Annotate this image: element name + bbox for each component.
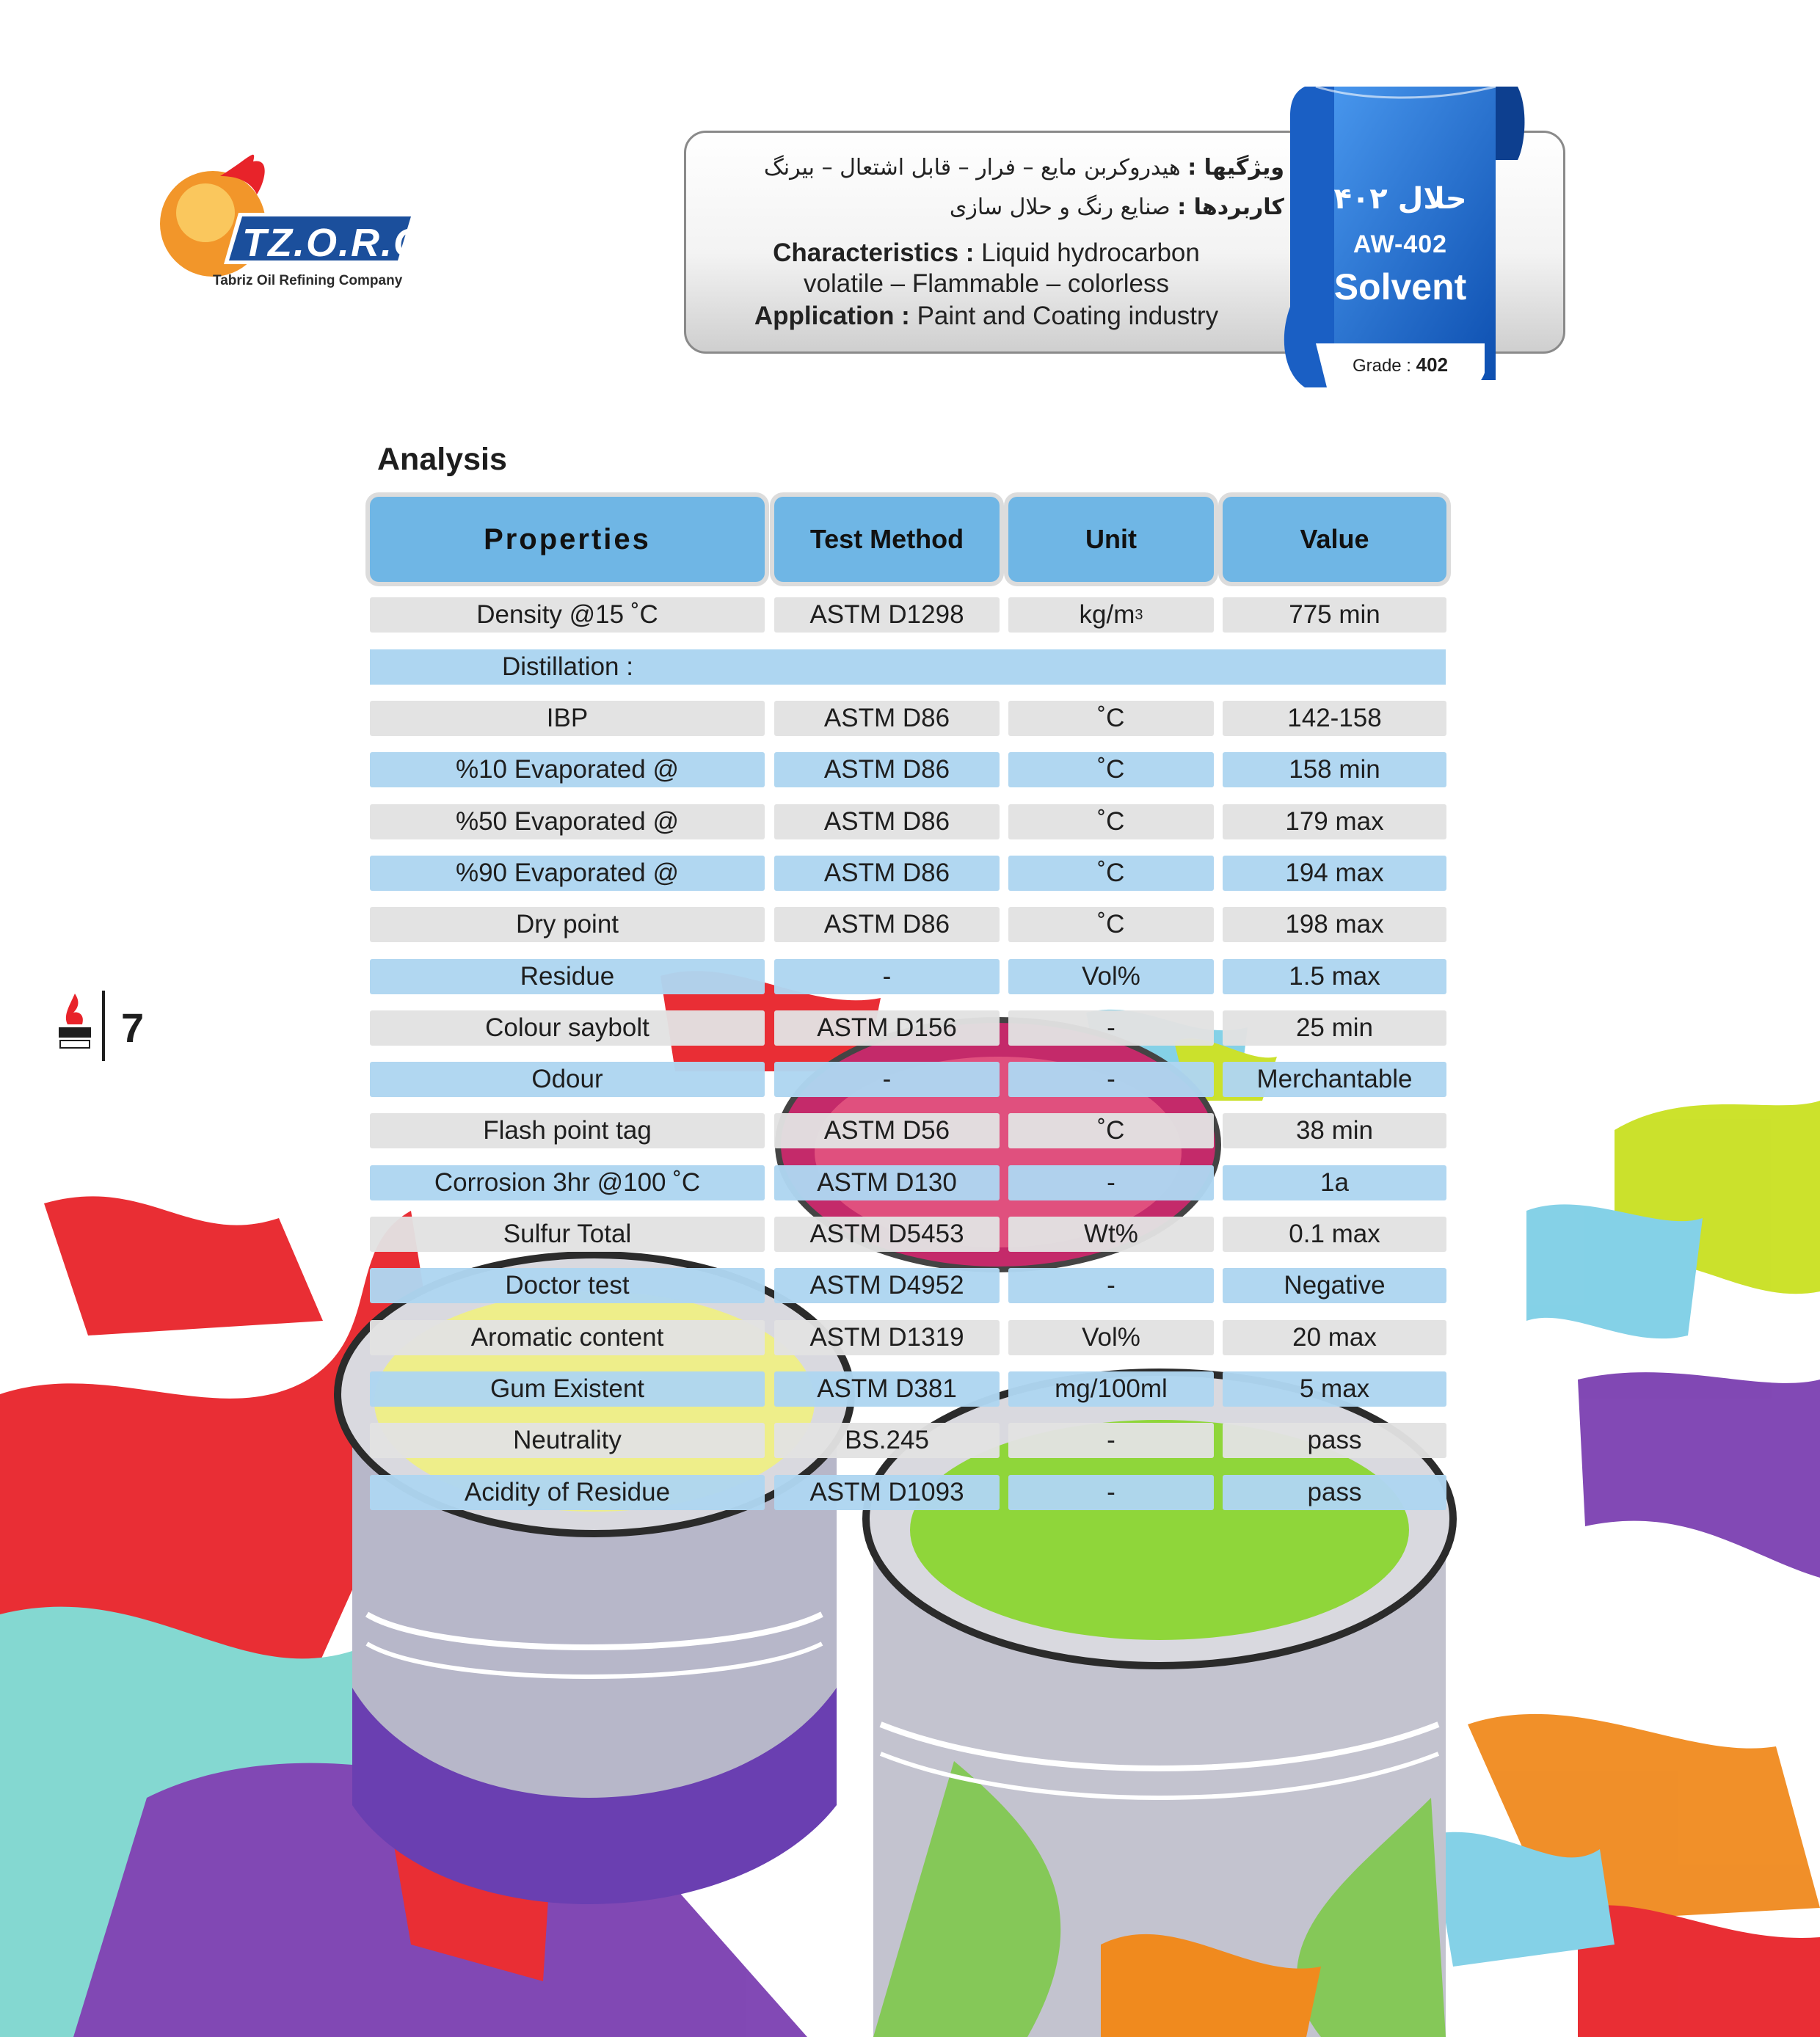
density-unit xyxy=(1008,597,1214,633)
header-value: Value xyxy=(1223,497,1446,582)
table-cell-method: ASTM D86 xyxy=(774,856,1000,891)
grade-value: 402 xyxy=(1416,354,1449,376)
density-value: 775 min xyxy=(1223,597,1446,633)
table-cell-value: 38 min xyxy=(1223,1113,1446,1148)
table-cell-method: ASTM D4952 xyxy=(774,1268,1000,1303)
application-label: Application : xyxy=(754,302,910,330)
table-cell-method: ASTM D86 xyxy=(774,804,1000,839)
table-cell-unit: - xyxy=(1008,1475,1214,1510)
fa-characteristics-label: ویژگیها : xyxy=(1187,155,1284,181)
table-cell-method: - xyxy=(774,1062,1000,1097)
table-cell-property: Neutrality xyxy=(370,1423,765,1458)
table-cell-property: Doctor test xyxy=(370,1268,765,1303)
analysis-heading: Analysis xyxy=(377,442,507,477)
table-cell-method: ASTM D5453 xyxy=(774,1217,1000,1252)
table-cell-property: Flash point tag xyxy=(370,1113,765,1148)
logo-name: TZ.O.R.C. xyxy=(242,221,436,265)
table-cell-method: ASTM D156 xyxy=(774,1010,1000,1046)
table-cell-value: 1.5 max xyxy=(1223,959,1446,994)
table-cell-unit: - xyxy=(1008,1010,1214,1046)
application-text: Paint and Coating industry xyxy=(917,302,1219,330)
grade-label: Grade : xyxy=(1352,356,1411,376)
density-property: Density @15 ˚C xyxy=(370,597,765,633)
table-cell-value: 198 max xyxy=(1223,907,1446,942)
ribbon-code: AW-402 xyxy=(1353,230,1448,258)
table-cell-property: Sulfur Total xyxy=(370,1217,765,1252)
table-cell-unit: - xyxy=(1008,1423,1214,1458)
table-cell-value: 25 min xyxy=(1223,1010,1446,1046)
table-cell-unit: - xyxy=(1008,1165,1214,1200)
ribbon-fa-title: حلال ۴۰۲ xyxy=(1333,182,1467,216)
table-cell-unit: Vol% xyxy=(1008,959,1214,994)
company-logo xyxy=(147,154,440,301)
table-cell-method: ASTM D381 xyxy=(774,1371,1000,1407)
ribbon-grade xyxy=(1275,354,1525,376)
table-cell-value: 194 max xyxy=(1223,856,1446,891)
distillation-row: Distillation : xyxy=(370,649,1446,685)
table-cell-property: Aromatic content xyxy=(370,1320,765,1355)
table-cell-value: pass xyxy=(1223,1423,1446,1458)
table-cell-property: %10 Evaporated @ xyxy=(370,752,765,787)
fa-characteristics xyxy=(764,155,1284,181)
density-unit-base: kg/m xyxy=(1079,600,1135,629)
fa-application-label: کاربردها : xyxy=(1177,194,1284,220)
page-number-divider xyxy=(102,991,105,1061)
table-cell-property: Dry point xyxy=(370,907,765,942)
table-cell-method: ASTM D1319 xyxy=(774,1320,1000,1355)
table-cell-value: 5 max xyxy=(1223,1371,1446,1407)
table-cell-unit: mg/100ml xyxy=(1008,1371,1214,1407)
table-cell-unit: Wt% xyxy=(1008,1217,1214,1252)
table-cell-unit: ˚C xyxy=(1008,804,1214,839)
paint-can-right xyxy=(866,1372,1453,2037)
application-line xyxy=(686,302,1286,331)
product-ribbon xyxy=(1275,87,1525,395)
table-cell-method: ASTM D1093 xyxy=(774,1475,1000,1510)
table-cell-unit: - xyxy=(1008,1268,1214,1303)
table-cell-property: Residue xyxy=(370,959,765,994)
table-cell-property: %90 Evaporated @ xyxy=(370,856,765,891)
ribbon-name: Solvent xyxy=(1333,266,1467,307)
table-cell-method: ASTM D130 xyxy=(774,1165,1000,1200)
table-cell-value: 0.1 max xyxy=(1223,1217,1446,1252)
fa-application xyxy=(950,194,1284,220)
logo-subtitle: Tabriz Oil Refining Company xyxy=(213,273,403,288)
table-cell-unit: ˚C xyxy=(1008,701,1214,736)
table-cell-property: %50 Evaporated @ xyxy=(370,804,765,839)
table-cell-value: pass xyxy=(1223,1475,1446,1510)
table-cell-value: 20 max xyxy=(1223,1320,1446,1355)
table-cell-value: 158 min xyxy=(1223,752,1446,787)
table-cell-method: ASTM D56 xyxy=(774,1113,1000,1148)
density-method: ASTM D1298 xyxy=(774,597,1000,633)
table-cell-unit: - xyxy=(1008,1062,1214,1097)
characteristics-label: Characteristics : xyxy=(773,238,975,267)
table-cell-value: 179 max xyxy=(1223,804,1446,839)
table-cell-value: 1a xyxy=(1223,1165,1446,1200)
header-test-method: Test Method xyxy=(774,497,1000,582)
characteristics-line2: volatile – Flammable – colorless xyxy=(804,269,1169,298)
table-cell-value: 142-158 xyxy=(1223,701,1446,736)
table-cell-method: ASTM D86 xyxy=(774,752,1000,787)
table-cell-unit: ˚C xyxy=(1008,856,1214,891)
table-cell-unit: ˚C xyxy=(1008,907,1214,942)
small-logo-icon xyxy=(56,992,94,1051)
table-cell-method: ASTM D86 xyxy=(774,907,1000,942)
table-cell-method: - xyxy=(774,959,1000,994)
density-unit-exponent: 3 xyxy=(1135,606,1143,623)
characteristics-line1 xyxy=(686,238,1286,268)
header-unit: Unit xyxy=(1008,497,1214,582)
characteristics-text: Liquid hydrocarbon xyxy=(981,238,1200,267)
fa-characteristics-text: هیدروکربن مایع – فرار – قابل اشتعال – بیرنگ xyxy=(763,155,1181,181)
table-cell-unit: ˚C xyxy=(1008,1113,1214,1148)
page-number: 7 xyxy=(121,1005,145,1051)
table-cell-unit: ˚C xyxy=(1008,752,1214,787)
table-cell-method: BS.245 xyxy=(774,1423,1000,1458)
table-cell-value: Negative xyxy=(1223,1268,1446,1303)
table-cell-property: Acidity of Residue xyxy=(370,1475,765,1510)
table-cell-property: IBP xyxy=(370,701,765,736)
fa-application-text: صنایع رنگ و حلال سازی xyxy=(949,194,1171,220)
table-cell-property: Corrosion 3hr @100 ˚C xyxy=(370,1165,765,1200)
table-cell-value: Merchantable xyxy=(1223,1062,1446,1097)
table-cell-property: Colour saybolt xyxy=(370,1010,765,1046)
table-cell-property: Odour xyxy=(370,1062,765,1097)
table-cell-method: ASTM D86 xyxy=(774,701,1000,736)
header-properties: Properties xyxy=(370,497,765,582)
table-cell-unit: Vol% xyxy=(1008,1320,1214,1355)
table-cell-property: Gum Existent xyxy=(370,1371,765,1407)
